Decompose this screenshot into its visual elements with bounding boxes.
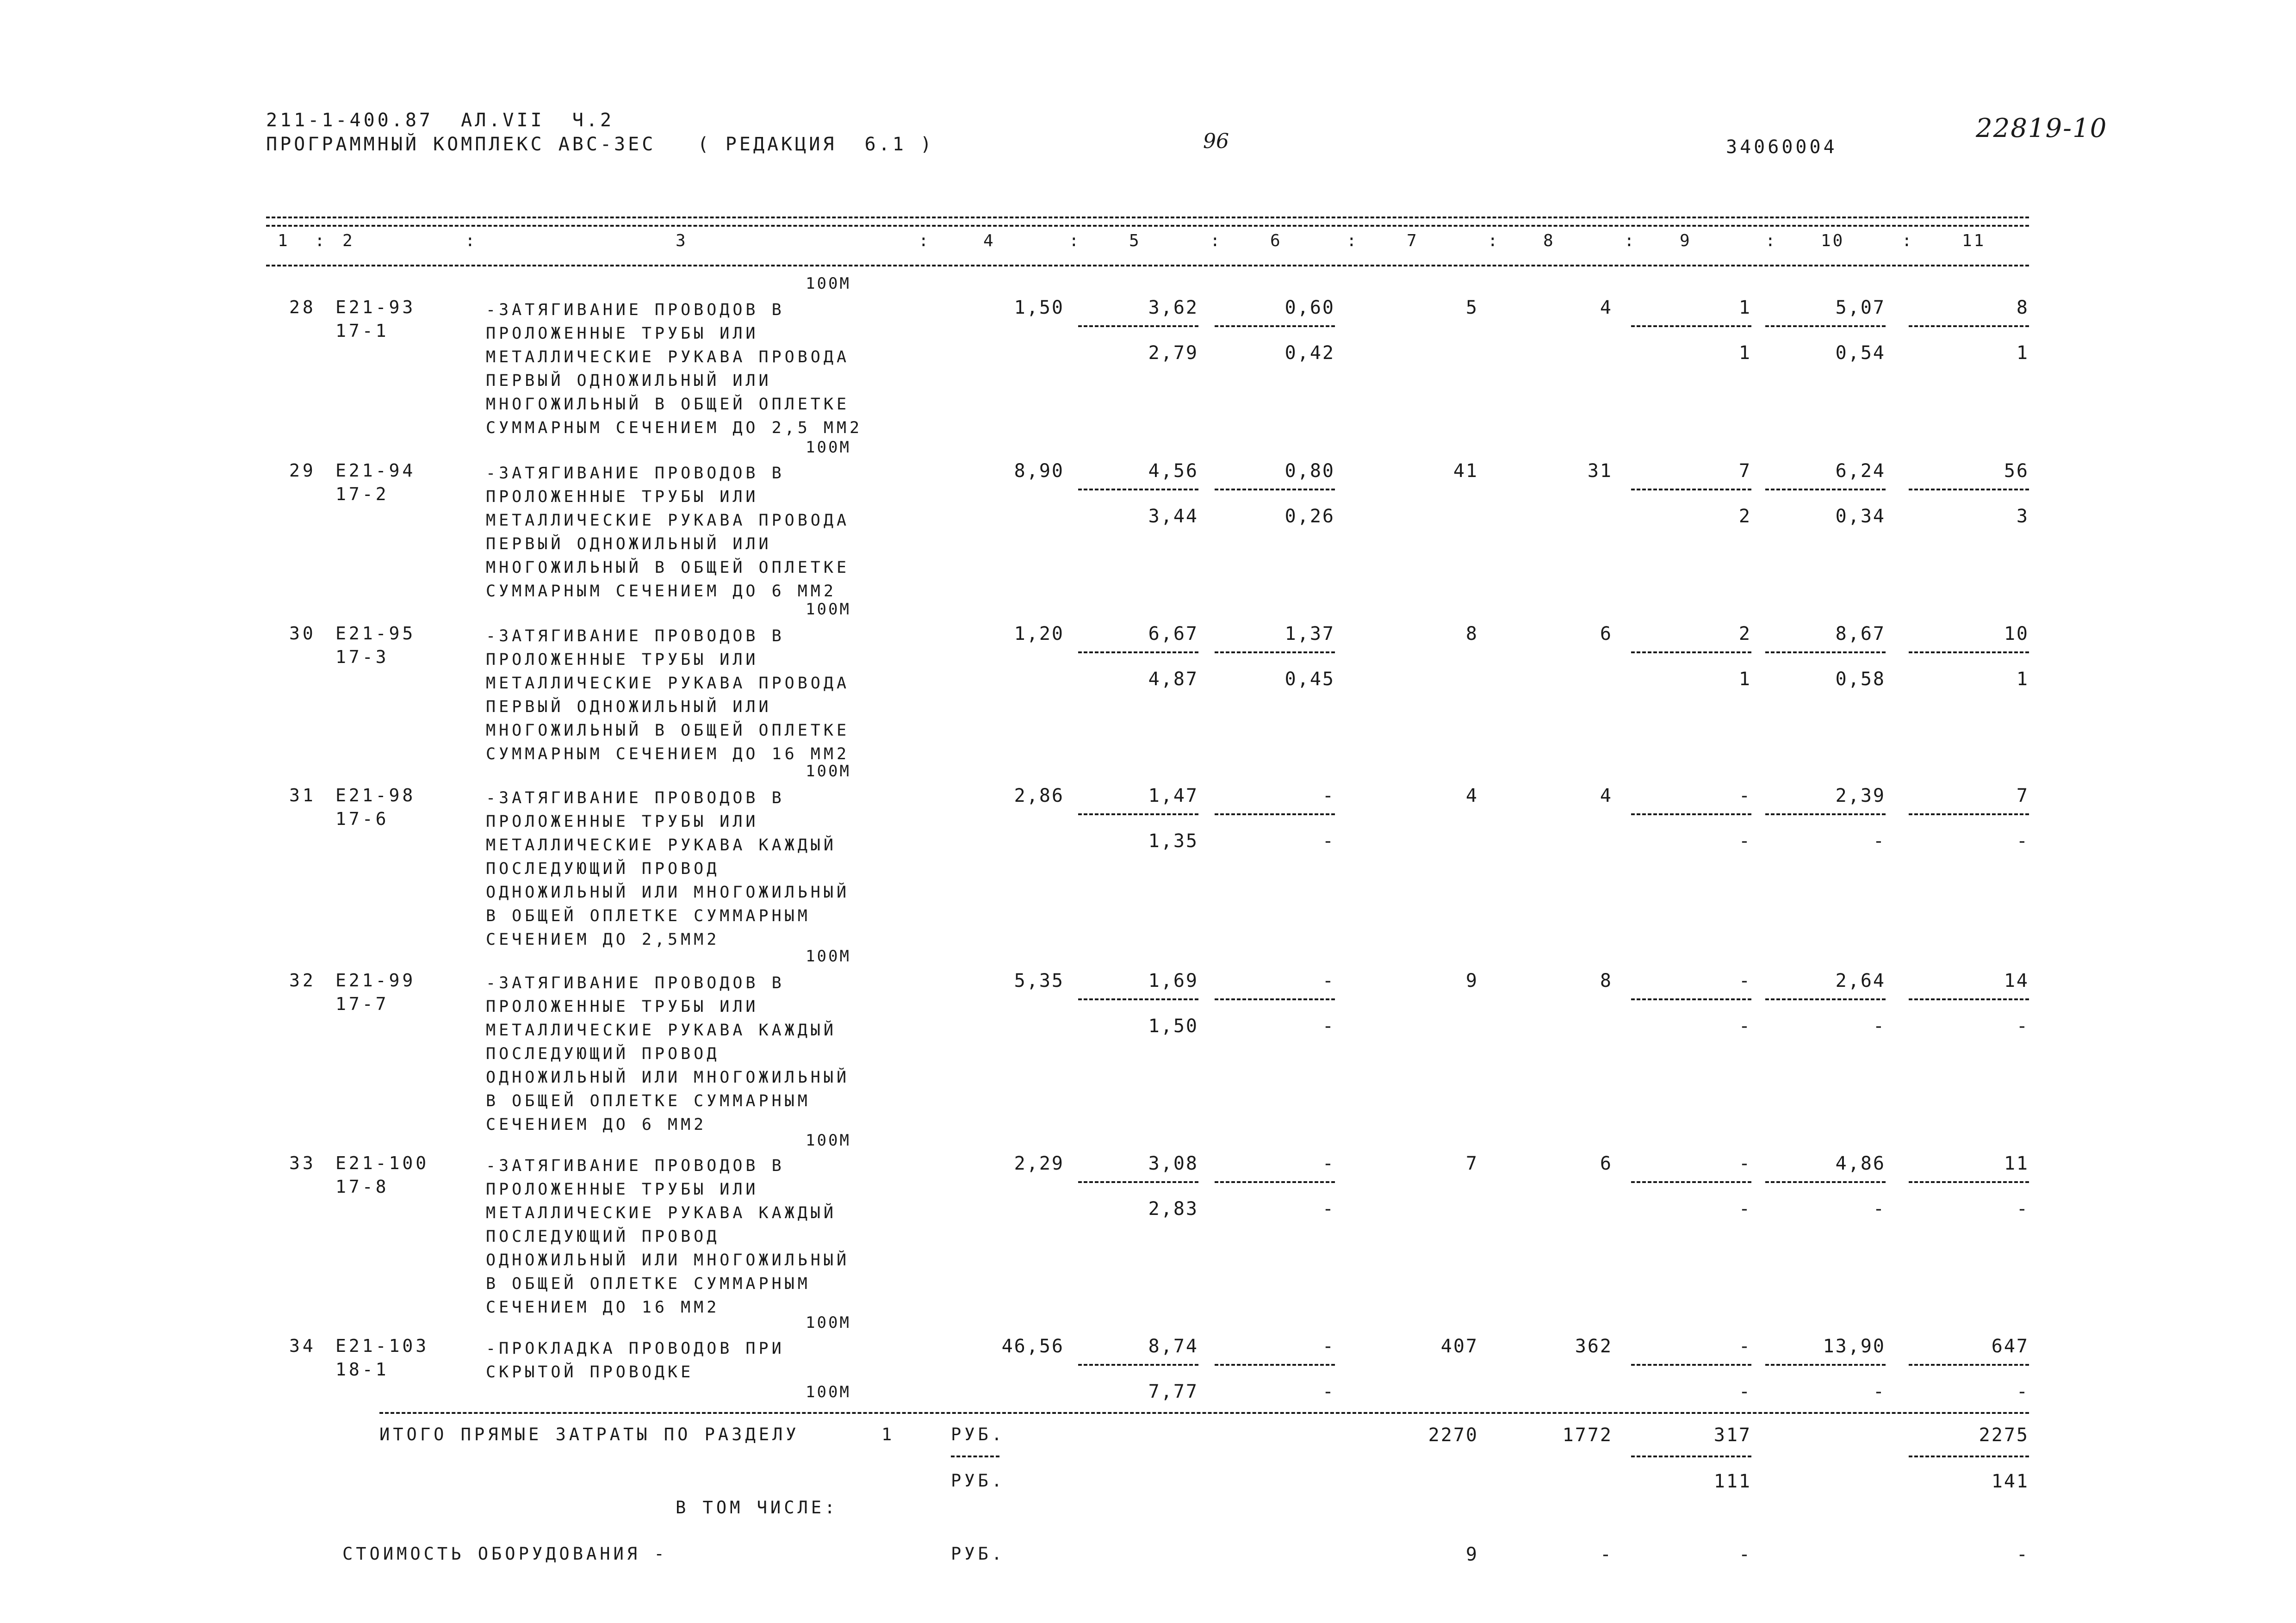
work-description-line: СУММАРНЫМ СЕЧЕНИЕМ ДО 6 ММ2 — [486, 582, 837, 601]
value-lower-c10: - — [1873, 830, 1886, 852]
work-description-line: ОДНОЖИЛЬНЫЙ ИЛИ МНОГОЖИЛЬНЫЙ — [486, 1068, 850, 1087]
row-number: 33 — [289, 1153, 316, 1173]
value-c6: - — [1322, 1153, 1335, 1174]
value-separator — [1215, 1181, 1335, 1183]
value-c7: 7 — [1465, 1153, 1478, 1174]
value-c11: 14 — [2004, 970, 2029, 991]
value-c10: 13,90 — [1823, 1336, 1886, 1357]
value-lower-c5: 1,35 — [1148, 830, 1198, 852]
value-separator — [1765, 1181, 1886, 1183]
value-c4: 2,86 — [1014, 785, 1064, 806]
column-separator: : — [1069, 231, 1081, 250]
value-c4: 1,50 — [1014, 297, 1064, 318]
value-c5: 3,62 — [1148, 297, 1198, 318]
value-separator — [1215, 325, 1335, 327]
value-lower-c9: 2 — [1738, 506, 1751, 527]
value-separator — [1909, 489, 2029, 490]
work-description-line: В ОБЩЕЙ ОПЛЕТКЕ СУММАРНЫМ — [486, 1092, 811, 1110]
work-description-line: -ЗАТЯГИВАНИЕ ПРОВОДОВ В — [486, 974, 785, 992]
value-c11: 56 — [2004, 460, 2029, 482]
value-c7: 407 — [1440, 1336, 1478, 1357]
totals-col11: 2275 — [1979, 1425, 2029, 1446]
value-lower-c10: - — [1873, 1198, 1886, 1220]
value-lower-c11: 1 — [2016, 342, 2029, 364]
value-separator — [1631, 1364, 1751, 1366]
column-header: 1 — [278, 231, 290, 250]
value-c6: - — [1322, 970, 1335, 991]
value-c11: 11 — [2004, 1153, 2029, 1174]
value-separator — [1765, 998, 1886, 1000]
value-c7: 4 — [1465, 785, 1478, 806]
document-code: 211-1-400.87 АЛ.VII Ч.2 — [266, 110, 614, 131]
value-c11: 10 — [2004, 623, 2029, 644]
rate-subcode: 17-7 — [335, 994, 389, 1014]
totals-section: 1 — [881, 1425, 895, 1444]
work-description-line: ПЕРВЫЙ ОДНОЖИЛЬНЫЙ ИЛИ — [486, 372, 772, 390]
rate-subcode: 17-6 — [335, 809, 389, 829]
value-lower-c11: - — [2016, 1381, 2029, 1402]
value-lower-c5: 3,44 — [1148, 506, 1198, 527]
rate-code: Е21-95 — [335, 623, 416, 644]
equipment-col7: 9 — [1465, 1544, 1478, 1565]
work-description-line: В ОБЩЕЙ ОПЛЕТКЕ СУММАРНЫМ — [486, 1275, 811, 1293]
totals-col8: 1772 — [1562, 1425, 1613, 1446]
value-c5: 3,08 — [1148, 1153, 1198, 1174]
value-separator — [1909, 1364, 2029, 1366]
equipment-label: СТОИМОСТЬ ОБОРУДОВАНИЯ - — [342, 1544, 668, 1564]
totals-col11-rule — [1909, 1456, 2029, 1457]
value-separator — [1909, 813, 2029, 815]
value-lower-c9: - — [1738, 1198, 1751, 1220]
row-number: 28 — [289, 297, 316, 317]
equipment-currency: РУБ. — [951, 1544, 1005, 1564]
value-separator — [1909, 651, 2029, 653]
unit-label-after: 100М — [806, 1383, 851, 1401]
value-c5: 6,67 — [1148, 623, 1198, 644]
equipment-col11: - — [2016, 1544, 2029, 1565]
totals-currency-rule — [951, 1456, 999, 1457]
rate-code: Е21-103 — [335, 1336, 429, 1356]
value-lower-c9: 1 — [1738, 342, 1751, 364]
value-c5: 8,74 — [1148, 1336, 1198, 1357]
column-header: 8 — [1543, 231, 1555, 250]
value-lower-c9: - — [1738, 830, 1751, 852]
value-c4: 5,35 — [1014, 970, 1064, 991]
value-separator — [1631, 998, 1751, 1000]
value-c9: 2 — [1738, 623, 1751, 644]
value-c5: 1,47 — [1148, 785, 1198, 806]
value-c9: - — [1738, 970, 1751, 991]
rate-subcode: 18-1 — [335, 1359, 389, 1380]
column-separator: : — [1902, 231, 1914, 250]
value-lower-c5: 2,83 — [1148, 1198, 1198, 1220]
value-separator — [1765, 489, 1886, 490]
work-description-line: МЕТАЛЛИЧЕСКИЕ РУКАВА ПРОВОДА — [486, 348, 850, 366]
value-c6: - — [1322, 1336, 1335, 1357]
totals-rule — [379, 1412, 2029, 1414]
value-lower-c5: 7,77 — [1148, 1381, 1198, 1402]
column-header: 9 — [1680, 231, 1692, 250]
value-c9: 1 — [1738, 297, 1751, 318]
value-c7: 41 — [1453, 460, 1478, 482]
work-description-line: -ЗАТЯГИВАНИЕ ПРОВОДОВ В — [486, 627, 785, 645]
value-separator — [1765, 651, 1886, 653]
value-c11: 8 — [2016, 297, 2029, 318]
totals-sub-currency: РУБ. — [951, 1471, 1005, 1491]
row-number: 32 — [289, 970, 316, 991]
value-lower-c9: - — [1738, 1381, 1751, 1402]
value-c7: 8 — [1465, 623, 1478, 644]
value-c6: - — [1322, 785, 1335, 806]
value-separator — [1765, 813, 1886, 815]
value-lower-c10: - — [1873, 1381, 1886, 1402]
value-c10: 5,07 — [1835, 297, 1886, 318]
value-lower-c6: - — [1322, 830, 1335, 852]
value-lower-c11: - — [2016, 1016, 2029, 1037]
work-description-line: СЕЧЕНИЕМ ДО 2,5ММ2 — [486, 930, 720, 949]
value-separator — [1765, 1364, 1886, 1366]
work-description-line: -ЗАТЯГИВАНИЕ ПРОВОДОВ В — [486, 464, 785, 483]
value-c8: 4 — [1600, 297, 1613, 318]
value-c9: - — [1738, 785, 1751, 806]
value-c6: 0,80 — [1285, 460, 1335, 482]
work-description-line: ПРОЛОЖЕННЫЕ ТРУБЫ ИЛИ — [486, 488, 759, 506]
column-separator: : — [1624, 231, 1636, 250]
row-number: 30 — [289, 623, 316, 644]
rate-code: Е21-93 — [335, 297, 416, 317]
value-c7: 5 — [1465, 297, 1478, 318]
value-c10: 6,24 — [1835, 460, 1886, 482]
value-c5: 1,69 — [1148, 970, 1198, 991]
work-description-line: -ЗАТЯГИВАНИЕ ПРОВОДОВ В — [486, 301, 785, 319]
value-lower-c6: 0,26 — [1285, 506, 1335, 527]
value-c9: 7 — [1738, 460, 1751, 482]
work-description-line: ПРОЛОЖЕННЫЕ ТРУБЫ ИЛИ — [486, 812, 759, 831]
value-lower-c11: - — [2016, 1198, 2029, 1220]
work-description-line: -ЗАТЯГИВАНИЕ ПРОВОДОВ В — [486, 789, 785, 807]
work-description-line: -ЗАТЯГИВАНИЕ ПРОВОДОВ В — [486, 1157, 785, 1175]
value-c8: 8 — [1600, 970, 1613, 991]
value-lower-c11: 3 — [2016, 506, 2029, 527]
value-separator — [1078, 813, 1198, 815]
column-header: 4 — [983, 231, 995, 250]
software-complex-title: ПРОГРАММНЫЙ КОМПЛЕКС АВС-ЗЕС ( РЕДАКЦИЯ 6.1 ) — [266, 134, 934, 155]
column-separator: : — [1347, 231, 1359, 250]
work-description-line: ПЕРВЫЙ ОДНОЖИЛЬНЫЙ ИЛИ — [486, 698, 772, 716]
value-c10: 2,64 — [1835, 970, 1886, 991]
work-description-line: ПРОЛОЖЕННЫЕ ТРУБЫ ИЛИ — [486, 1180, 759, 1199]
work-description-line: ПОСЛЕДУЮЩИЙ ПРОВОД — [486, 1045, 720, 1063]
rate-code: Е21-99 — [335, 970, 416, 991]
column-header: 7 — [1407, 231, 1419, 250]
document-number: 34060004 — [1726, 136, 1837, 158]
value-c11: 7 — [2016, 785, 2029, 806]
value-lower-c5: 2,79 — [1148, 342, 1198, 364]
value-lower-c6: - — [1322, 1016, 1335, 1037]
work-description-line: МЕТАЛЛИЧЕСКИЕ РУКАВА ПРОВОДА — [486, 511, 850, 530]
value-separator — [1078, 1364, 1198, 1366]
value-c7: 9 — [1465, 970, 1478, 991]
rate-code: Е21-98 — [335, 785, 416, 805]
column-header: 3 — [676, 231, 688, 250]
column-separator: : — [918, 231, 931, 250]
work-description-line: МНОГОЖИЛЬНЫЙ В ОБЩЕЙ ОПЛЕТКЕ — [486, 721, 850, 740]
work-description-line: СУММАРНЫМ СЕЧЕНИЕМ ДО 16 ММ2 — [486, 745, 850, 763]
value-separator — [1909, 998, 2029, 1000]
work-description-line: СУММАРНЫМ СЕЧЕНИЕМ ДО 2,5 ММ2 — [486, 419, 863, 437]
value-separator — [1078, 651, 1198, 653]
unit-label: 100М — [806, 274, 851, 293]
unit-label: 100М — [806, 1131, 851, 1150]
page-number: 96 — [1203, 130, 1229, 153]
column-header: 2 — [342, 231, 354, 250]
value-lower-c6: - — [1322, 1381, 1335, 1402]
value-c9: - — [1738, 1336, 1751, 1357]
header-rule-top-2 — [266, 225, 2029, 227]
value-lower-c11: 1 — [2016, 669, 2029, 690]
handwritten-number: 22819-10 — [1976, 113, 2108, 143]
value-c10: 8,67 — [1835, 623, 1886, 644]
rate-subcode: 17-8 — [335, 1177, 389, 1197]
value-lower-c10: 0,58 — [1835, 669, 1886, 690]
work-description-line: ОДНОЖИЛЬНЫЙ ИЛИ МНОГОЖИЛЬНЫЙ — [486, 883, 850, 902]
value-c5: 4,56 — [1148, 460, 1198, 482]
totals-col9: 317 — [1713, 1425, 1751, 1446]
rate-code: Е21-100 — [335, 1153, 429, 1173]
value-lower-c10: 0,34 — [1835, 506, 1886, 527]
rate-subcode: 17-1 — [335, 321, 389, 341]
totals-col9-rule — [1631, 1456, 1751, 1457]
value-c10: 2,39 — [1835, 785, 1886, 806]
unit-label: 100М — [806, 947, 851, 966]
value-lower-c11: - — [2016, 830, 2029, 852]
column-separator: : — [1765, 231, 1777, 250]
work-description-line: МНОГОЖИЛЬНЫЙ В ОБЩЕЙ ОПЛЕТКЕ — [486, 395, 850, 414]
row-number: 31 — [289, 785, 316, 805]
value-c4: 8,90 — [1014, 460, 1064, 482]
work-description-line: В ОБЩЕЙ ОПЛЕТКЕ СУММАРНЫМ — [486, 907, 811, 925]
value-lower-c10: 0,54 — [1835, 342, 1886, 364]
value-lower-c5: 1,50 — [1148, 1016, 1198, 1037]
value-lower-c10: - — [1873, 1016, 1886, 1037]
value-lower-c6: - — [1322, 1198, 1335, 1220]
row-number: 29 — [289, 460, 316, 481]
column-header: 5 — [1129, 231, 1141, 250]
value-lower-c6: 0,45 — [1285, 669, 1335, 690]
value-c4: 46,56 — [1001, 1336, 1064, 1357]
work-description-line: МЕТАЛЛИЧЕСКИЕ РУКАВА КАЖДЫЙ — [486, 836, 837, 855]
value-separator — [1078, 489, 1198, 490]
work-description-line: МЕТАЛЛИЧЕСКИЕ РУКАВА КАЖДЫЙ — [486, 1204, 837, 1222]
work-description-line: ПРОЛОЖЕННЫЕ ТРУБЫ ИЛИ — [486, 650, 759, 669]
value-c11: 647 — [1991, 1336, 2029, 1357]
value-lower-c9: 1 — [1738, 669, 1751, 690]
unit-label: 100М — [806, 1313, 851, 1332]
value-c4: 1,20 — [1014, 623, 1064, 644]
value-separator — [1078, 998, 1198, 1000]
column-header: 10 — [1821, 231, 1845, 250]
totals-currency: РУБ. — [951, 1425, 1005, 1444]
totals-sub-col9: 111 — [1713, 1471, 1751, 1492]
work-description-line: МЕТАЛЛИЧЕСКИЕ РУКАВА КАЖДЫЙ — [486, 1021, 837, 1040]
work-description-line: ПРОЛОЖЕННЫЕ ТРУБЫ ИЛИ — [486, 997, 759, 1016]
value-lower-c6: 0,42 — [1285, 342, 1335, 364]
value-separator — [1631, 813, 1751, 815]
value-separator — [1631, 1181, 1751, 1183]
value-separator — [1909, 325, 2029, 327]
value-c9: - — [1738, 1153, 1751, 1174]
value-c8: 4 — [1600, 785, 1613, 806]
value-separator — [1078, 325, 1198, 327]
value-c8: 31 — [1587, 460, 1613, 482]
value-separator — [1631, 489, 1751, 490]
header-rule-top — [266, 217, 2029, 218]
equipment-col8: - — [1600, 1544, 1613, 1565]
value-separator — [1909, 1181, 2029, 1183]
value-c8: 362 — [1575, 1336, 1613, 1357]
work-description-line: ПРОЛОЖЕННЫЕ ТРУБЫ ИЛИ — [486, 324, 759, 343]
column-separator: : — [465, 231, 477, 250]
work-description-line: ПЕРВЫЙ ОДНОЖИЛЬНЫЙ ИЛИ — [486, 535, 772, 553]
work-description-line: СКРЫТОЙ ПРОВОДКЕ — [486, 1363, 694, 1381]
value-c8: 6 — [1600, 1153, 1613, 1174]
column-header: 6 — [1270, 231, 1282, 250]
totals-col7: 2270 — [1428, 1425, 1478, 1446]
totals-sub-col11: 141 — [1991, 1471, 2029, 1492]
value-separator — [1631, 651, 1751, 653]
work-description-line: МЕТАЛЛИЧЕСКИЕ РУКАВА ПРОВОДА — [486, 674, 850, 693]
value-lower-c9: - — [1738, 1016, 1751, 1037]
value-separator — [1631, 325, 1751, 327]
rate-subcode: 17-3 — [335, 647, 389, 667]
equipment-col9: - — [1738, 1544, 1751, 1565]
work-description-line: ПОСЛЕДУЮЩИЙ ПРОВОД — [486, 1227, 720, 1246]
work-description-line: -ПРОКЛАДКА ПРОВОДОВ ПРИ — [486, 1339, 785, 1358]
unit-label: 100М — [806, 762, 851, 781]
value-c10: 4,86 — [1835, 1153, 1886, 1174]
value-c8: 6 — [1600, 623, 1613, 644]
row-number: 34 — [289, 1336, 316, 1356]
value-separator — [1215, 651, 1335, 653]
work-description-line: МНОГОЖИЛЬНЫЙ В ОБЩЕЙ ОПЛЕТКЕ — [486, 558, 850, 577]
value-separator — [1765, 325, 1886, 327]
work-description-line: ОДНОЖИЛЬНЫЙ ИЛИ МНОГОЖИЛЬНЫЙ — [486, 1251, 850, 1270]
value-c6: 0,60 — [1285, 297, 1335, 318]
column-separator: : — [1488, 231, 1500, 250]
value-separator — [1078, 1181, 1198, 1183]
work-description-line: СЕЧЕНИЕМ ДО 6 ММ2 — [486, 1115, 707, 1134]
value-separator — [1215, 489, 1335, 490]
rate-subcode: 17-2 — [335, 484, 389, 504]
including-label: В ТОМ ЧИСЛЕ: — [676, 1498, 838, 1518]
work-description-line: ПОСЛЕДУЮЩИЙ ПРОВОД — [486, 860, 720, 878]
unit-label: 100М — [806, 438, 851, 457]
unit-label: 100М — [806, 600, 851, 619]
column-separator: : — [315, 231, 327, 250]
column-separator: : — [1210, 231, 1222, 250]
rate-code: Е21-94 — [335, 460, 416, 481]
value-lower-c5: 4,87 — [1148, 669, 1198, 690]
column-header: 11 — [1962, 231, 1986, 250]
work-description-line: СЕЧЕНИЕМ ДО 16 ММ2 — [486, 1298, 720, 1317]
value-separator — [1215, 813, 1335, 815]
totals-label: ИТОГО ПРЯМЫЕ ЗАТРАТЫ ПО РАЗДЕЛУ — [379, 1425, 800, 1444]
value-separator — [1215, 998, 1335, 1000]
value-c6: 1,37 — [1285, 623, 1335, 644]
value-c4: 2,29 — [1014, 1153, 1064, 1174]
header-rule-bottom — [266, 265, 2029, 266]
value-separator — [1215, 1364, 1335, 1366]
